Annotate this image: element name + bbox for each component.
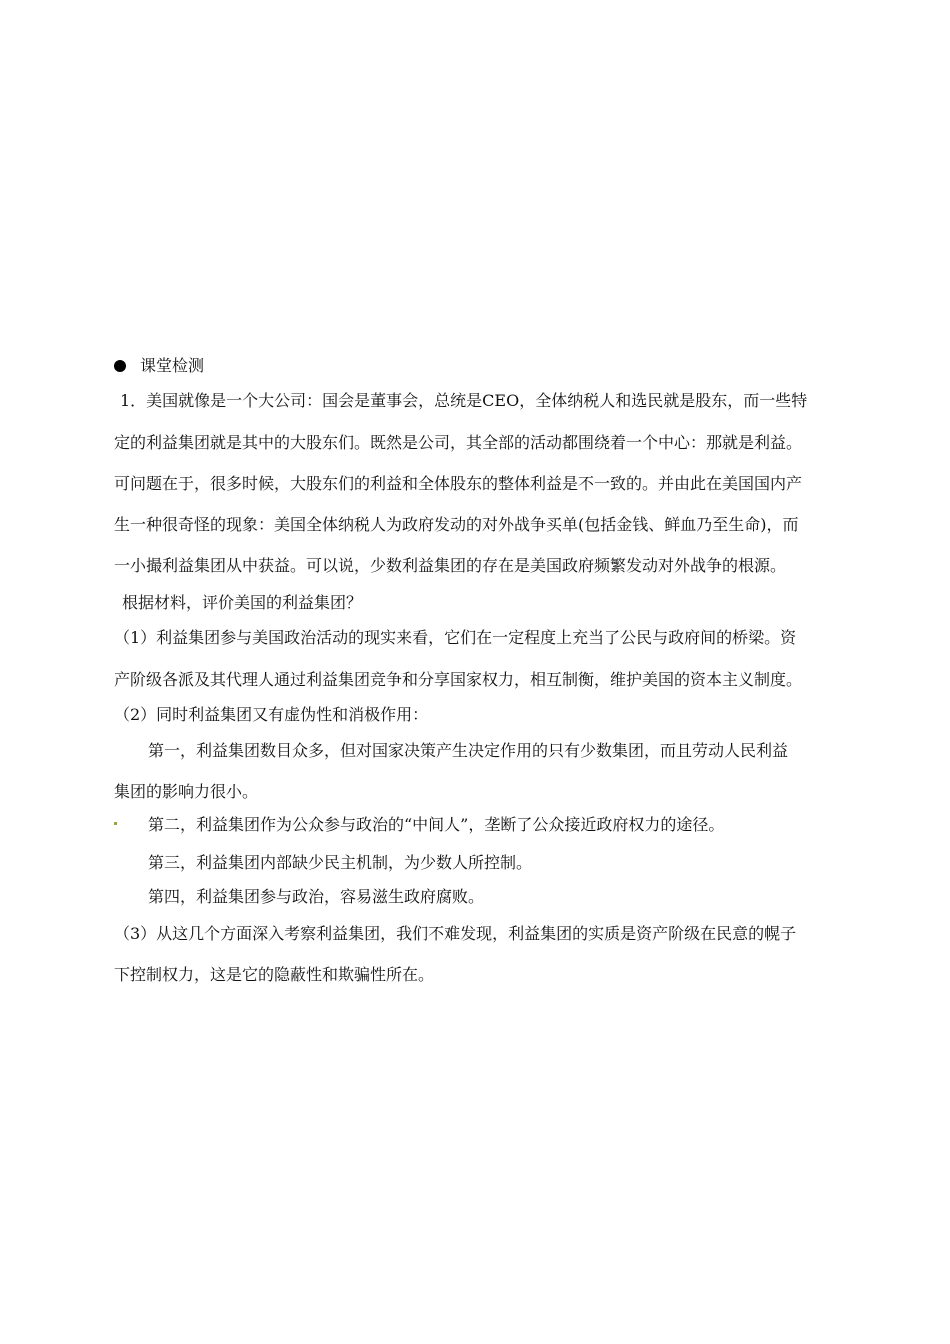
paragraph-line: 定的利益集团就是其中的大股东们。既然是公司，其全部的活动都围绕着一个中心：那就是利益。 [114,433,803,452]
answer-point-line: 第三，利益集团内部缺少民主机制，为少数人所控制。 [148,853,533,872]
answer-line: 下控制权力，这是它的隐蔽性和欺骗性所在。 [114,965,435,984]
answer-line: （1）利益集团参与美国政治活动的现实来看，它们在一定程度上充当了公民与政府间的桥梁。资 [114,628,797,647]
paragraph-line: 一小撮利益集团从中获益。可以说，少数利益集团的存在是美国政府频繁发动对外战争的根源。 [114,556,787,575]
bullet-icon [114,360,126,372]
section-title: 课堂检测 [140,356,205,375]
paragraph-line: 生一种很奇怪的现象：美国全体纳税人为政府发动的对外战争买单(包括金钱、鲜血乃至生命)，而 [114,515,799,534]
answer-point-line: 第二，利益集团作为公众参与政治的“中间人”，垄断了公众接近政府权力的途径。 [148,815,725,834]
answer-point-line: 第一，利益集团数目众多，但对国家决策产生决定作用的只有少数集团，而且劳动人民利益 [148,741,789,760]
paragraph-line: 可问题在于，很多时候，大股东们的利益和全体股东的整体利益是不一致的。并由此在美国国内产 [114,474,803,493]
section-heading [114,356,204,376]
answer-point-line: 集团的影响力很小。 [114,782,259,801]
answer-line: 产阶级各派及其代理人通过利益集团竞争和分享国家权力，相互制衡，维护美国的资本主义制度。 [114,670,803,689]
answer-line: （2）同时利益集团又有虚伪性和消极作用： [114,705,429,724]
speck-mark [114,822,117,825]
paragraph-line: 1．美国就像是一个大公司：国会是董事会，总统是CEO，全体纳税人和选民就是股东，而一些特 [120,391,808,410]
question-line: 根据材料，评价美国的利益集团？ [122,593,363,612]
answer-point-line: 第四，利益集团参与政治，容易滋生政府腐败。 [148,887,485,906]
answer-line: （3）从这几个方面深入考察利益集团，我们不难发现，利益集团的实质是资产阶级在民意的幌子 [114,924,797,943]
